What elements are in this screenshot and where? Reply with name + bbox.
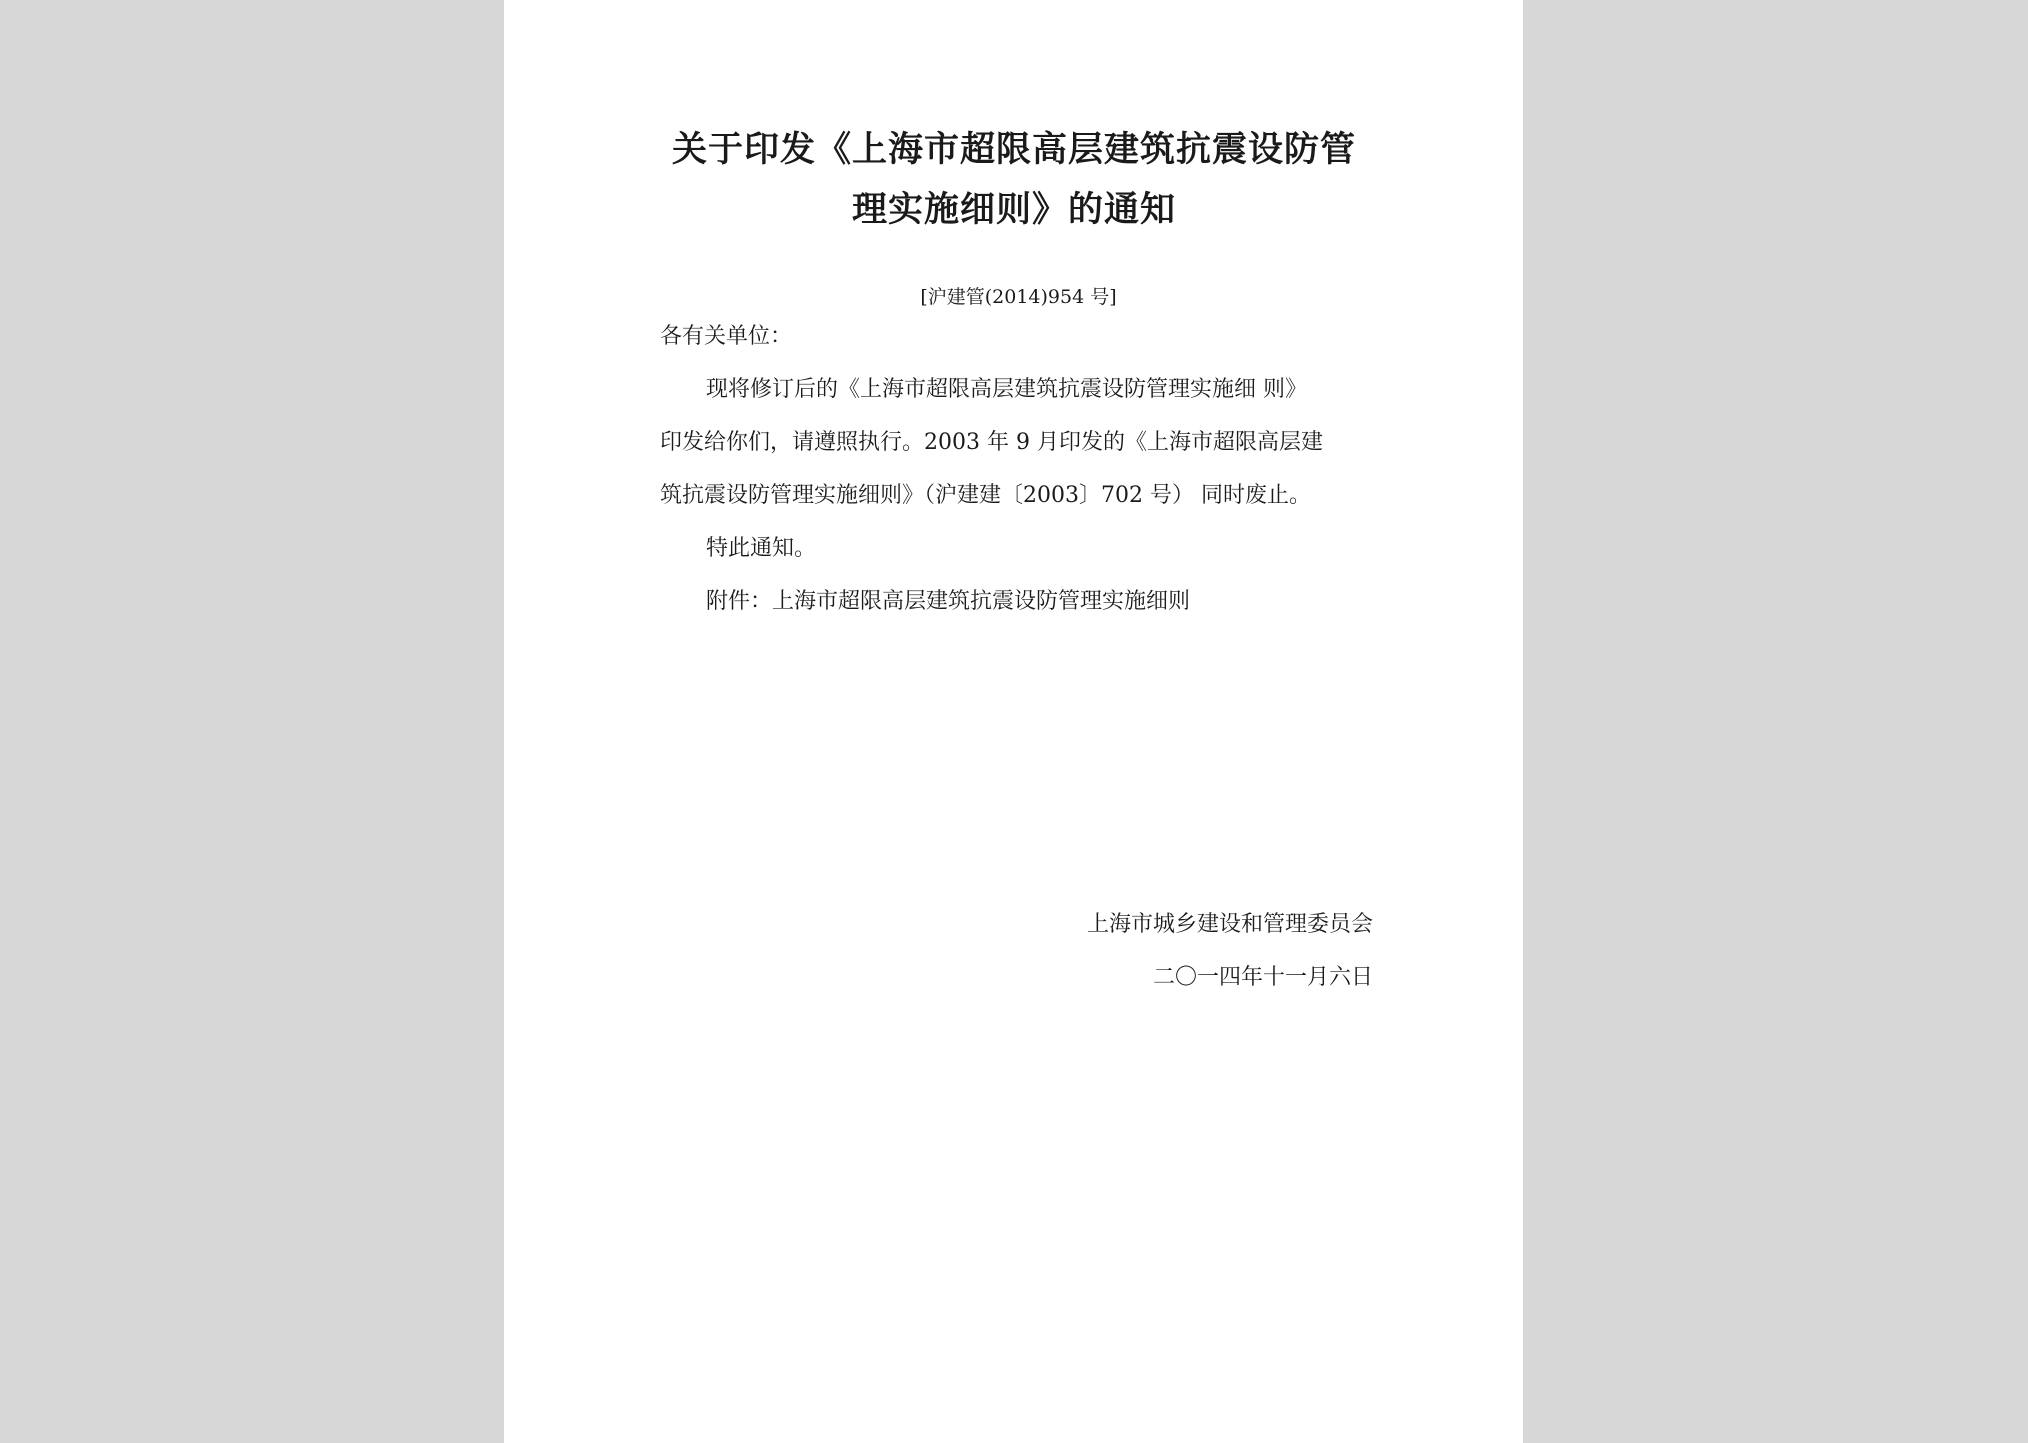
- closing-line: 特此通知。: [706, 536, 817, 561]
- title-line-2: 理实施细则》的通知: [851, 190, 1176, 230]
- signature-date: 二〇一四年十一月六日: [1152, 965, 1373, 990]
- salutation: 各有关单位：: [660, 324, 793, 349]
- attachment-line: 附件：上海市超限高层建筑抗震设防管理实施细则: [706, 589, 1191, 614]
- document-page: [504, 0, 1523, 1443]
- body-line-1: 现将修订后的《上海市超限高层建筑抗震设防管理实施细 则》: [706, 377, 1307, 402]
- document-title: [654, 120, 1374, 240]
- body-line-3: 筑抗震设防管理实施细则》（沪建建〔2003〕702 号） 同时废止。: [660, 483, 1311, 508]
- title-line-1: 关于印发《上海市超限高层建筑抗震设防管: [671, 130, 1356, 170]
- signature-organization: 上海市城乡建设和管理委员会: [1086, 912, 1373, 937]
- document-number: [沪建管(2014)954 号]: [920, 286, 1117, 308]
- body-line-2: 印发给你们，请遵照执行。2003 年 9 月印发的《上海市超限高层建: [660, 430, 1323, 455]
